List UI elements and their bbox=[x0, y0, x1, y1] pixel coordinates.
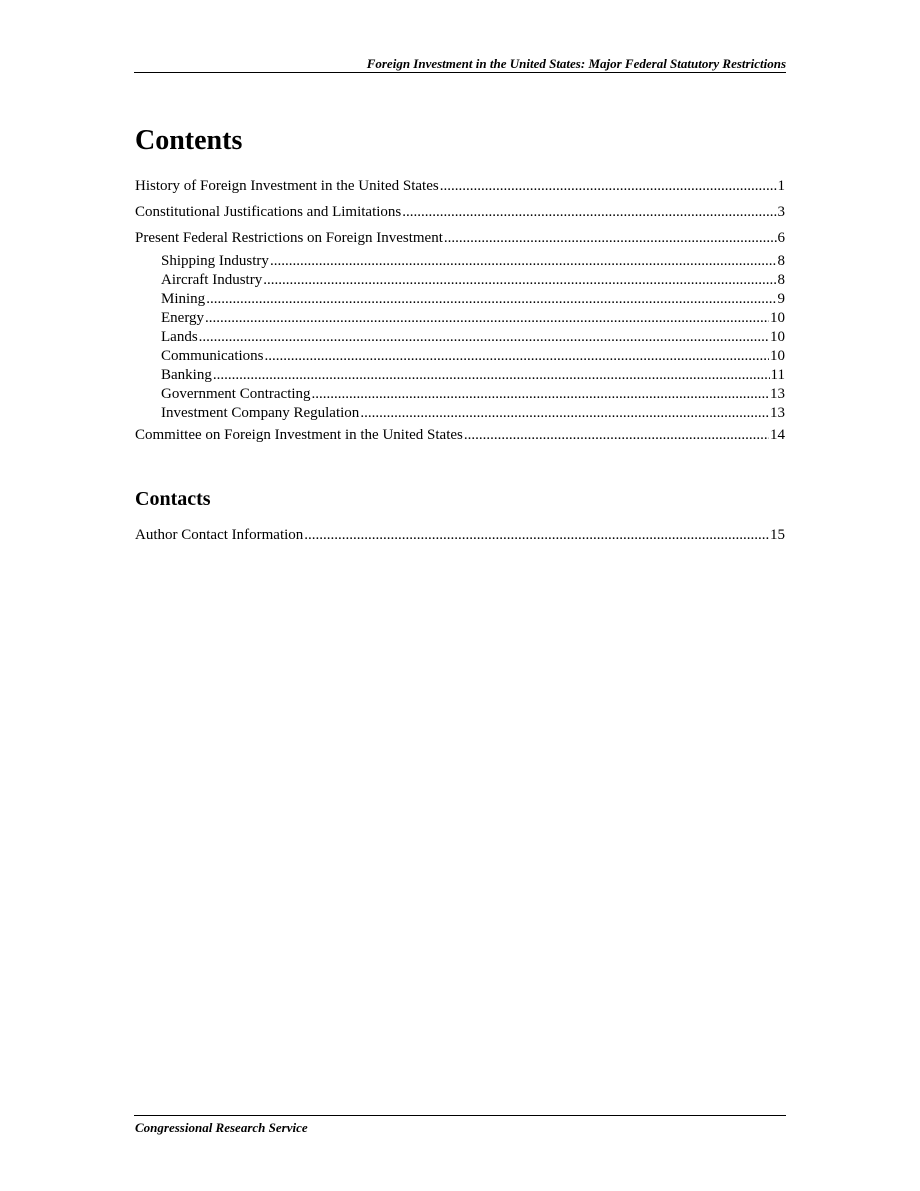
toc-entry-title: Aircraft Industry bbox=[161, 272, 263, 288]
contents-heading: Contents bbox=[135, 125, 243, 156]
toc-entry-title: Mining bbox=[161, 291, 206, 307]
footer-rule bbox=[134, 1115, 786, 1116]
toc-entry-title: Constitutional Justifications and Limitations bbox=[135, 204, 402, 220]
toc-entry-page: 10 bbox=[770, 310, 785, 326]
running-header-title: Foreign Investment in the United States: Major Federal Statutory Restrictions bbox=[366, 56, 786, 71]
toc-entry-energy[interactable] bbox=[161, 309, 785, 327]
toc-entry-page: 13 bbox=[770, 386, 785, 402]
running-footer-organization: Congressional Research Service bbox=[135, 1120, 308, 1135]
toc-leader-dots bbox=[402, 203, 776, 221]
toc-entry-author-contact[interactable] bbox=[135, 526, 785, 544]
toc-entry-page: 14 bbox=[770, 427, 785, 443]
toc-leader-dots bbox=[312, 385, 769, 403]
toc-entry-history[interactable] bbox=[135, 177, 785, 195]
toc-entry-communications[interactable] bbox=[161, 347, 785, 365]
toc-entry-mining[interactable] bbox=[161, 290, 785, 308]
toc-leader-dots bbox=[213, 366, 770, 384]
toc-entry-title: Author Contact Information bbox=[135, 527, 304, 543]
toc-entry-page: 11 bbox=[770, 367, 785, 383]
toc-entry-lands[interactable] bbox=[161, 328, 785, 346]
toc-entry-title: Energy bbox=[161, 310, 205, 326]
toc-entry-investment-company[interactable] bbox=[161, 404, 785, 422]
contacts-heading: Contacts bbox=[135, 488, 211, 510]
toc-entry-constitutional[interactable] bbox=[135, 203, 785, 221]
toc-entry-page: 6 bbox=[777, 230, 785, 246]
toc-entry-page: 10 bbox=[770, 329, 785, 345]
toc-entry-cfius[interactable] bbox=[135, 426, 785, 444]
toc-leader-dots bbox=[265, 347, 770, 365]
toc-entry-title: Committee on Foreign Investment in the United States bbox=[135, 427, 463, 443]
toc-entry-page: 9 bbox=[777, 291, 785, 307]
toc-leader-dots bbox=[205, 309, 769, 327]
toc-entry-government-contracting[interactable] bbox=[161, 385, 785, 403]
toc-entry-title: Present Federal Restrictions on Foreign Investment bbox=[135, 230, 443, 246]
toc-entry-title: Investment Company Regulation bbox=[161, 405, 360, 421]
toc-entry-page: 3 bbox=[777, 204, 785, 220]
toc-entry-page: 8 bbox=[777, 272, 785, 288]
toc-leader-dots bbox=[206, 290, 776, 308]
toc-leader-dots bbox=[440, 177, 777, 195]
toc-entry-aircraft[interactable] bbox=[161, 271, 785, 289]
toc-entry-page: 13 bbox=[770, 405, 785, 421]
toc-entry-title: Communications bbox=[161, 348, 264, 364]
toc-entry-page: 15 bbox=[770, 527, 785, 543]
toc-entry-banking[interactable] bbox=[161, 366, 785, 384]
toc-entry-present-restrictions[interactable] bbox=[135, 229, 785, 247]
toc-leader-dots bbox=[360, 404, 769, 422]
toc-leader-dots bbox=[464, 426, 769, 444]
toc-entry-shipping[interactable] bbox=[161, 252, 785, 270]
toc-entry-title: Government Contracting bbox=[161, 386, 311, 402]
header-rule bbox=[134, 72, 786, 73]
toc-entry-page: 10 bbox=[770, 348, 785, 364]
toc-leader-dots bbox=[199, 328, 769, 346]
toc-leader-dots bbox=[444, 229, 777, 247]
toc-entry-title: Shipping Industry bbox=[161, 253, 269, 269]
toc-entry-title: Banking bbox=[161, 367, 212, 383]
toc-entry-title: Lands bbox=[161, 329, 198, 345]
toc-entry-title: History of Foreign Investment in the United States bbox=[135, 178, 439, 194]
toc-leader-dots bbox=[304, 526, 769, 544]
toc-entry-page: 8 bbox=[777, 253, 785, 269]
toc-leader-dots bbox=[270, 252, 777, 270]
toc-entry-page: 1 bbox=[777, 178, 785, 194]
toc-leader-dots bbox=[263, 271, 776, 289]
